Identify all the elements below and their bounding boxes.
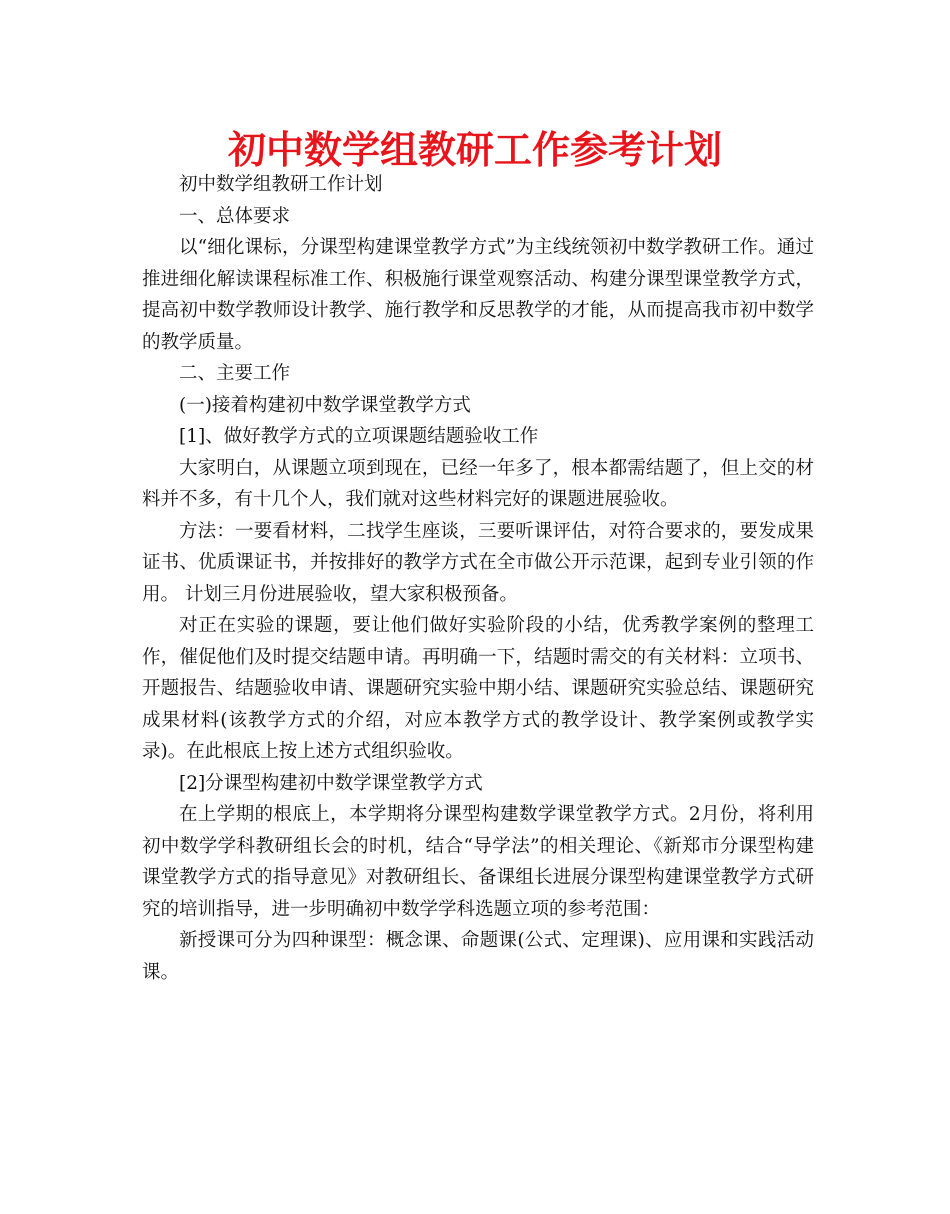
item-heading-2: [2]分课型构建初中数学课堂教学方式	[179, 772, 483, 794]
section-heading-main-work: 二、主要工作	[179, 363, 291, 384]
paragraph-lesson-types: 新授课可分为四种课型：概念课、命题课(公式、定理课)、应用课和实践活动课。	[142, 930, 814, 983]
document-title: 初中数学组教研工作参考计划	[227, 128, 722, 172]
paragraph-method: 方法：一要看材料，二找学生座谈，三要听课评估，对符合要求的，要发成果证书、优质课证书，并按排好的教学方式在全市做公开示范课，起到专业引领的作用。 计划三月份进展验收，望大家积极预备。	[142, 520, 814, 605]
paragraph-general-requirements: 以“细化课标，分课型构建课堂教学方式”为主线统领初中数学教研工作。通过推进细化解读课程标准工作、积极施行课堂观察活动、构建分课型课堂教学方式，提高初中数学教师设计教学、施行教学和反思教学的才能，从而提高我市初中数学的教学质量。	[142, 237, 814, 353]
section-heading-general-requirements: 一、总体要求	[179, 205, 291, 227]
subsection-heading-1: (一)接着构建初中数学课堂教学方式	[179, 394, 471, 416]
paragraph-plan-name: 初中数学组教研工作计划	[179, 174, 383, 195]
item-heading-1: [1]、做好教学方式的立项课题结题验收工作	[179, 426, 539, 447]
paragraph-project-status: 大家明白，从课题立项到现在，已经一年多了，根本都需结题了，但上交的材料并不多，有十几个人，我们就对这些材料完好的课题进展验收。	[142, 457, 814, 510]
document-body	[142, 169, 814, 988]
paragraph-ongoing-projects: 对正在实验的课题，要让他们做好实验阶段的小结，优秀教学案例的整理工作，催促他们及时提交结题申请。再明确一下，结题时需交的有关材料：立项书、开题报告、结题验收申请、课题研究实验中期小结、课题研究实验总结、课题研究成果材料(该教学方式的介绍，对应本教学方式的教学设计、教学案例或教学实录)。在此根底上按上述方式组织验收。	[142, 615, 814, 762]
paragraph-semester-plan: 在上学期的根底上，本学期将分课型构建数学课堂教学方式。2月份，将利用初中数学学科教研组长会的时机，结合“导学法”的相关理论、《新郑市分课型构建课堂教学方式的指导意见》对教研组长、备课组长进展分课型构建课堂教学方式研究的培训指导，进一步明确初中数学学科选题立项的参考范围：	[142, 804, 814, 920]
